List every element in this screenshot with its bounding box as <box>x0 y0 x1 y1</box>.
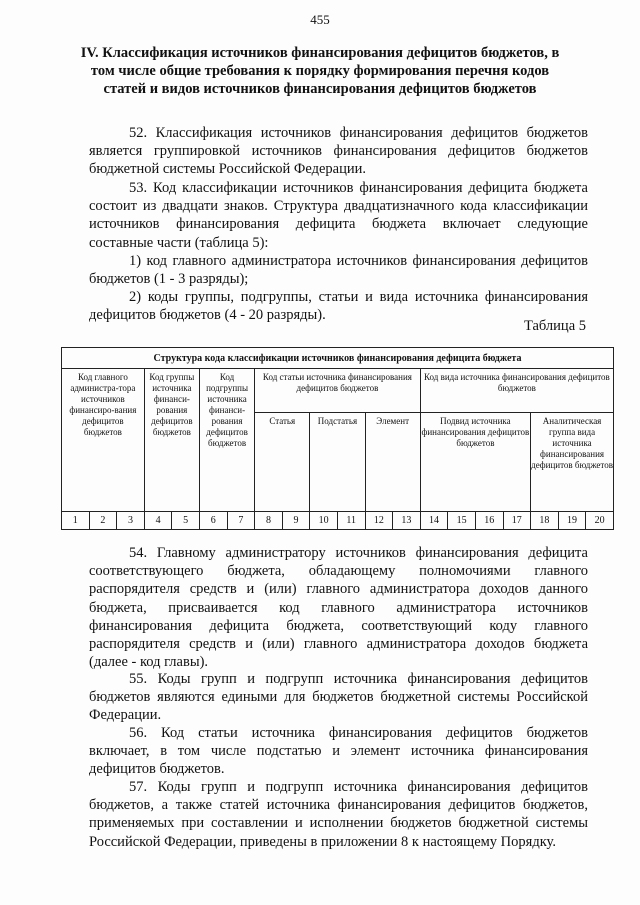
header-subkind: Подвид источника финансирования дефицитов бюджетов <box>420 413 530 512</box>
header-analytic-group: Аналитическая группа вида источника финансирования дефицитов бюджетов <box>531 413 614 512</box>
digit-cell: 4 <box>144 512 172 530</box>
digit-cell: 6 <box>199 512 227 530</box>
page-number: 455 <box>310 12 330 27</box>
digit-cell: 7 <box>227 512 255 530</box>
digit-cell: 16 <box>475 512 503 530</box>
header-admin-code: Код главного администра-тора источников финансиро-вания дефицитов бюджетов <box>62 369 145 512</box>
paragraph-54: 54. Главному администратору источников финансирования дефицита соответствующего бюджета, обладающему полномочиями главного распорядителя средств и (или) главного администратора доходов данного бюджета, присваивается код главного администратора источников финансирования дефицита бюджета, соответствующий коду главного распорядителя средств и (или) главного администратора доходов бюджета (далее - код главы). <box>89 545 588 671</box>
paragraph-57: 57. Коды групп и подгрупп источника финансирования дефицитов бюджетов, а также статей источника финансирования дефицитов бюджетов, применяемых при составлении и исполнении бюджетов бюджетной системы Российской Федерации, приведены в приложении 8 к настоящему Порядку. <box>89 779 588 850</box>
digit-cell: 18 <box>531 512 559 530</box>
header-article-code: Код статьи источника финансирования дефицитов бюджетов <box>255 369 421 413</box>
table-caption: Структура кода классификации источников финансирования дефицита бюджета <box>62 348 614 369</box>
digit-cell: 15 <box>448 512 476 530</box>
digit-cell: 17 <box>503 512 531 530</box>
digit-cell: 8 <box>255 512 283 530</box>
paragraph-52: 52. Классификация источников финансирования дефицитов бюджетов является группировкой источников финансирования дефицитов бюджетов бюджетной системы Российской Федерации. <box>89 125 588 178</box>
header-element: Элемент <box>365 413 420 512</box>
paragraph-56: 56. Код статьи источника финансирования дефицитов бюджетов включает, в том числе подстатью и элемент источника финансирования дефицитов бюджетов. <box>89 725 588 778</box>
header-subgroup-code: Код подгруппы источника финанси-рования дефицитов бюджетов <box>199 369 254 512</box>
list-item-1: 1) код главного администратора источников финансирования дефицитов бюджетов (1 - 3 разряды); <box>89 253 588 288</box>
header-kind-code: Код вида источника финансирования дефицитов бюджетов <box>420 369 613 413</box>
digit-cell: 10 <box>310 512 338 530</box>
header-article: Статья <box>255 413 310 512</box>
digit-cell: 3 <box>117 512 145 530</box>
table-row <box>62 512 614 530</box>
digit-cell: 11 <box>337 512 365 530</box>
digit-cell: 20 <box>586 512 614 530</box>
header-group-code: Код группы источника финанси-рования дефицитов бюджетов <box>144 369 199 512</box>
table-label: Таблица 5 <box>523 318 586 334</box>
digit-cell: 12 <box>365 512 393 530</box>
digit-cell: 9 <box>282 512 310 530</box>
digit-cell: 14 <box>420 512 448 530</box>
paragraph-55: 55. Коды групп и подгрупп источника финансирования дефицитов бюджетов являются едиными для бюджетов бюджетной системы Российской Федерации. <box>89 671 588 724</box>
code-structure-table <box>61 347 614 530</box>
section-heading: IV. Классификация источников финансирования дефицитов бюджетов, в том числе общие требования к порядку формирования перечня кодов статей и видов источников финансирования дефицитов бюджетов <box>80 45 560 97</box>
digit-cell: 2 <box>89 512 117 530</box>
digit-cell: 19 <box>558 512 586 530</box>
digit-cell: 1 <box>62 512 90 530</box>
digit-cell: 13 <box>393 512 421 530</box>
paragraph-53: 53. Код классификации источников финансирования дефицита бюджета состоит из двадцати знаков. Структура двадцатизначного кода классификации источников финансирования дефицита бюджета включает следующие составные части (таблица 5): <box>89 180 588 251</box>
digit-cell: 5 <box>172 512 200 530</box>
list-item-2: 2) коды группы, подгруппы, статьи и вида источника финансирования дефицитов бюджетов (4 - 20 разряды). <box>89 289 588 324</box>
header-subarticle: Подстатья <box>310 413 365 512</box>
